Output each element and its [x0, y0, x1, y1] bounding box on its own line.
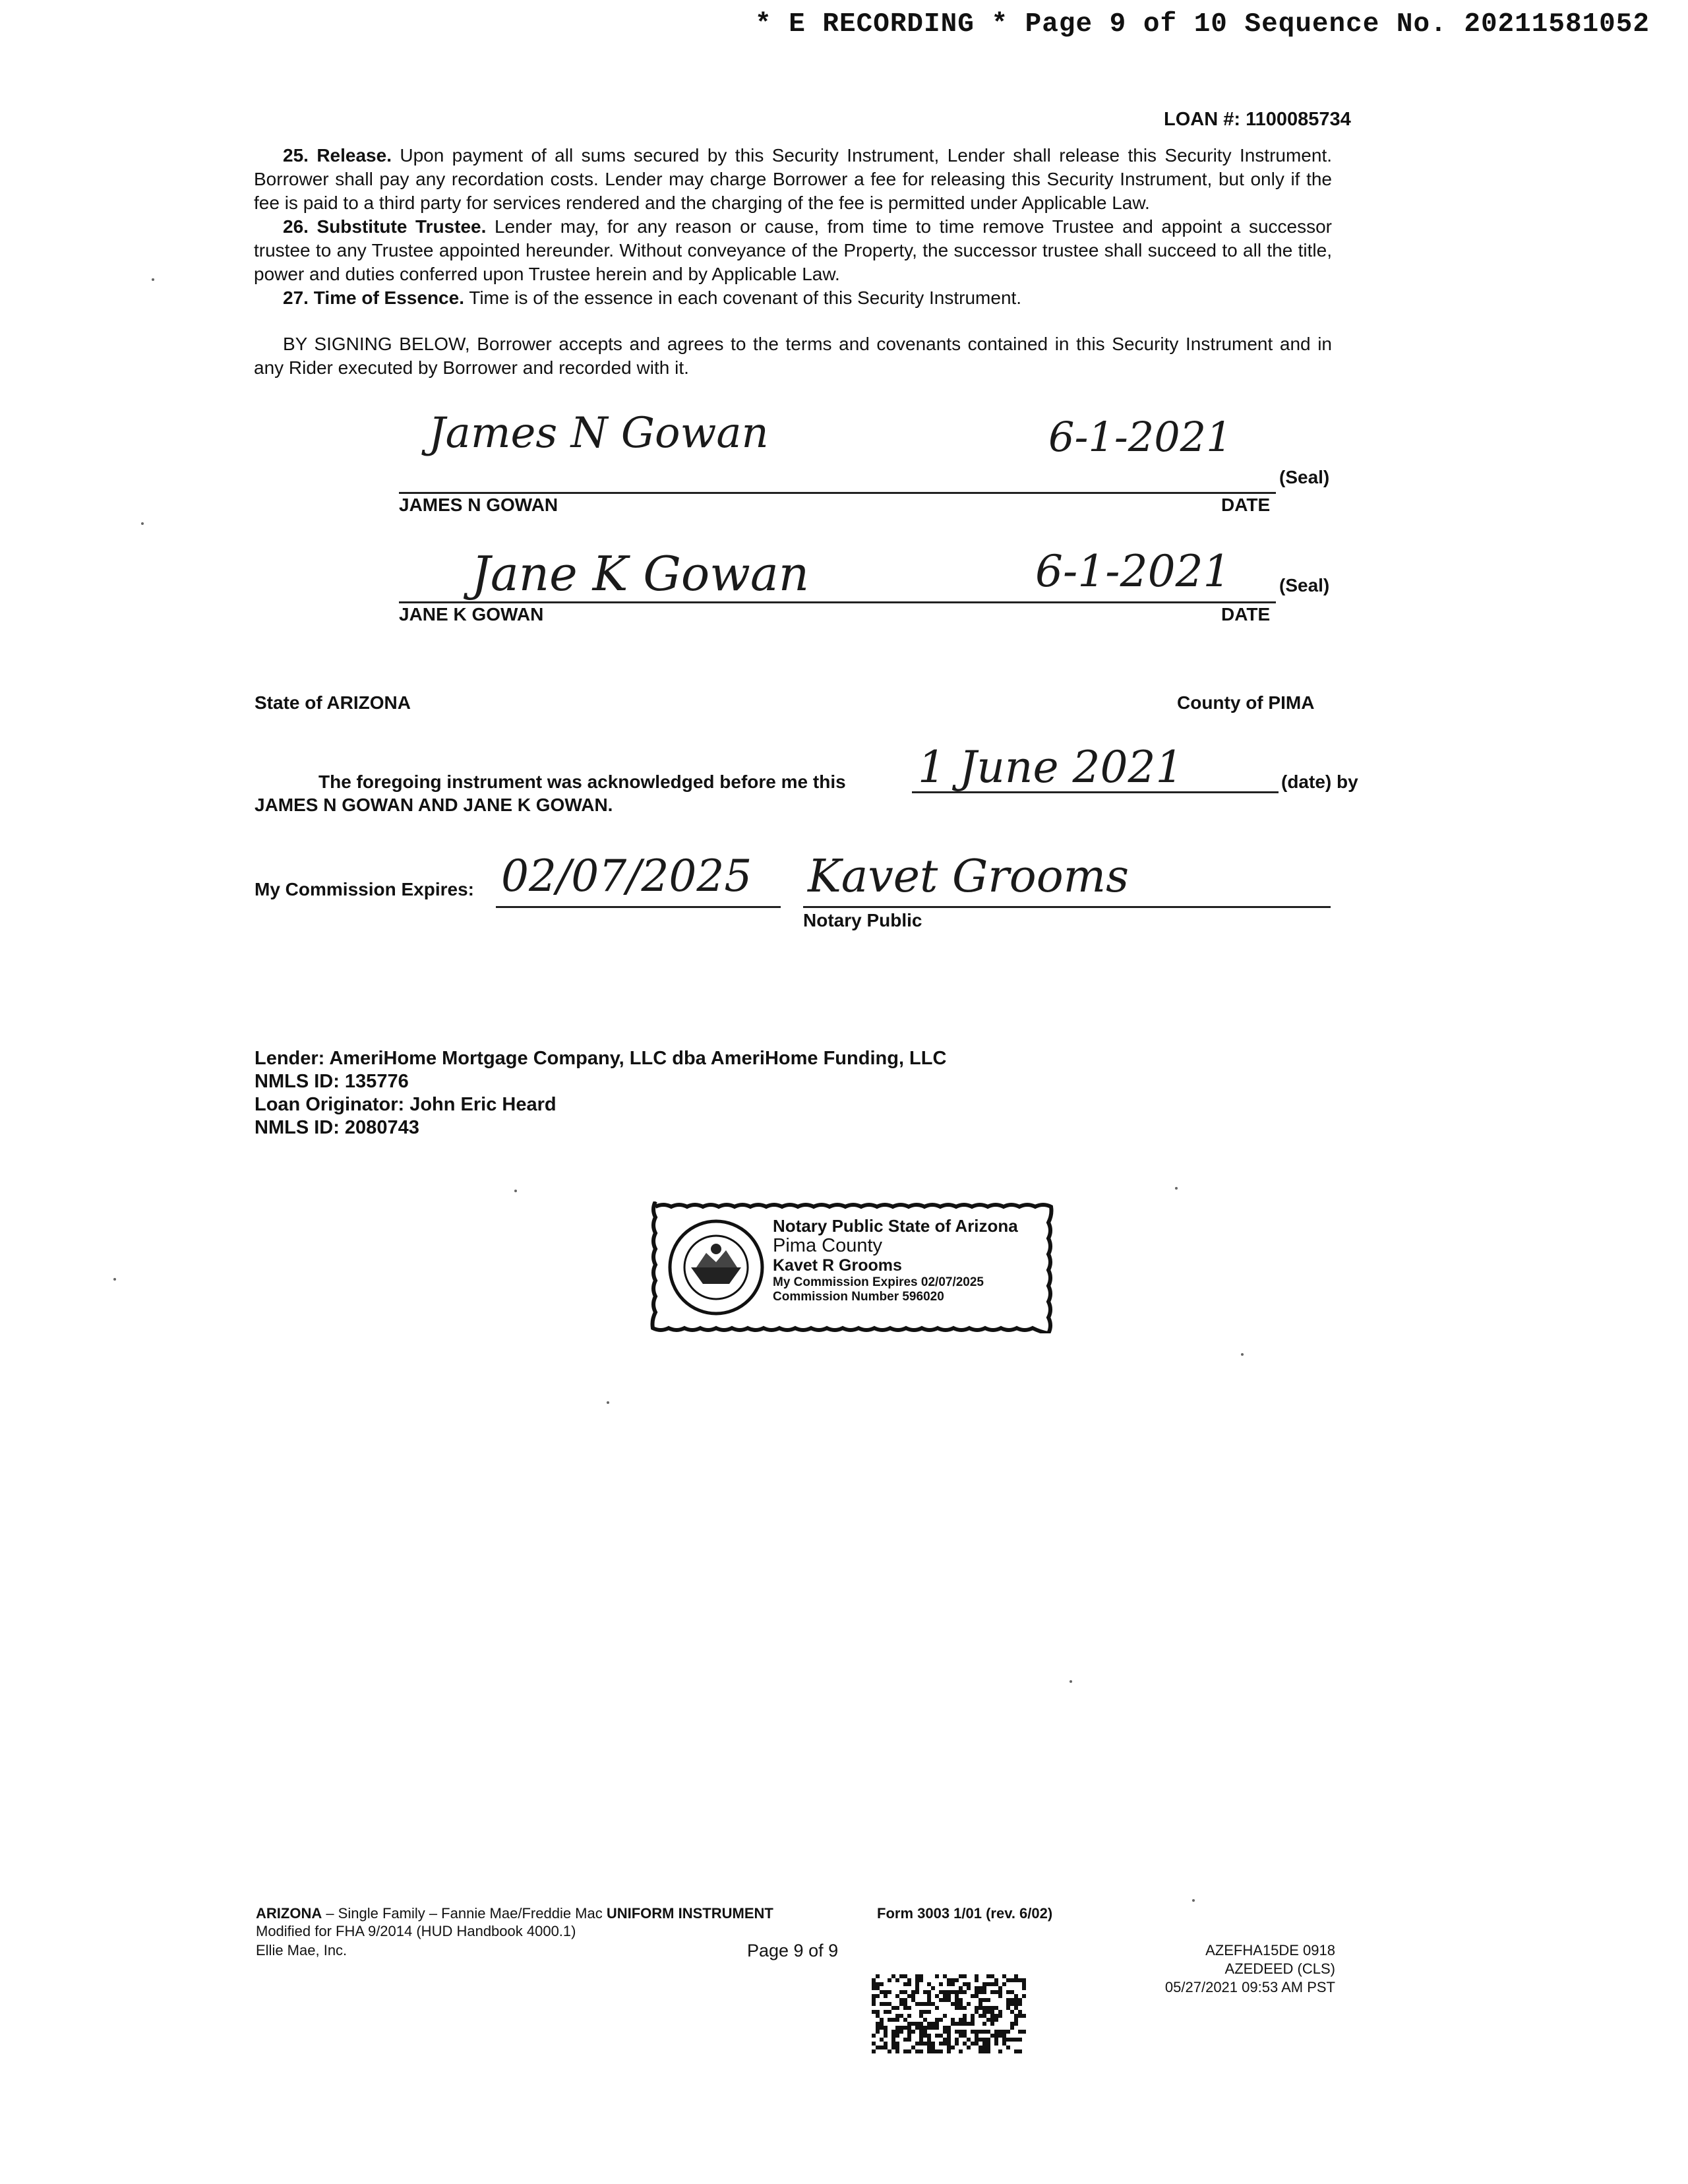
notary-stamp: [650, 1201, 1054, 1333]
scan-speck: [1175, 1187, 1178, 1190]
footer-modified-line: Modified for FHA 9/2014 (HUD Handbook 4000.1): [256, 1923, 576, 1939]
date-label: DATE: [1221, 495, 1271, 515]
borrower-name: JAMES N GOWAN: [399, 495, 558, 515]
section-number: 25.: [283, 145, 309, 166]
handwritten-signature: James N Gowan: [429, 409, 769, 458]
section-text: Lender may, for any reason or cause, from time to time remove Trustee and appoint a successor trustee to any Trustee appointed hereunder. Without conveyance of the Property, the successor trustee shall succeed to all the title, power and duties conferred upon Trustee herein and by Applicable Law.: [254, 216, 1333, 284]
section-substitute-trustee: [254, 215, 1332, 286]
lender-nmls-line: NMLS ID: 135776: [255, 1071, 409, 1092]
scan-speck: [1192, 1899, 1195, 1902]
commission-expires-label: My Commission Expires:: [255, 879, 474, 899]
footer-uniform: UNIFORM INSTRUMENT: [606, 1905, 773, 1922]
recording-header: * E RECORDING * Page 9 of 10 Sequence No. 20211581052: [754, 9, 1650, 40]
acknowledged-names: JAMES N GOWAN AND JANE K GOWAN.: [255, 795, 613, 815]
section-number: 27.: [283, 288, 309, 308]
signature-line: [399, 492, 1276, 494]
state-label: State of ARIZONA: [255, 692, 411, 713]
footer-state: ARIZONA: [256, 1905, 322, 1922]
signature-line: [399, 601, 1276, 603]
signing-statement: BY SIGNING BELOW, Borrower accepts and agrees to the terms and covenants contained in this Security Instrument and in any Rider executed by Borrower and recorded with it.: [254, 334, 1332, 378]
commission-date-line: [496, 906, 781, 908]
footer-desc: – Single Family – Fannie Mae/Freddie Mac: [322, 1905, 607, 1922]
originator-nmls-line: NMLS ID: 2080743: [255, 1117, 419, 1138]
loan-number-line: [1164, 109, 1351, 131]
covenant-sections: [254, 144, 1332, 380]
footer-form-number: Form 3003 1/01 (rev. 6/02): [877, 1905, 1053, 1922]
scan-speck: [1070, 1680, 1072, 1683]
stamp-line-1: Notary Public State of Arizona: [773, 1216, 1018, 1236]
notary-public-label: Notary Public: [803, 910, 922, 930]
acknowledgment-handwritten-date: 1 June 2021: [918, 742, 1184, 793]
scan-speck: [607, 1401, 609, 1404]
footer-code-1: AZEFHA15DE 0918: [1205, 1942, 1335, 1958]
scan-speck: [113, 1278, 116, 1281]
stamp-line-4: My Commission Expires 02/07/2025: [773, 1275, 984, 1289]
stamp-line-5: Commission Number 596020: [773, 1290, 944, 1304]
borrower-name: JANE K GOWAN: [399, 604, 544, 624]
seal-label: (Seal): [1279, 575, 1330, 595]
scan-speck: [514, 1190, 517, 1192]
section-number: 26.: [283, 216, 309, 237]
footer-code-2: AZEDEED (CLS): [1224, 1960, 1335, 1977]
footer-publisher: Ellie Mae, Inc.: [256, 1942, 347, 1958]
acknowledgment-suffix: (date) by: [1281, 772, 1358, 792]
lender-line: Lender: AmeriHome Mortgage Company, LLC dba AmeriHome Funding, LLC: [255, 1048, 947, 1069]
footer-form-line: [256, 1904, 773, 1923]
county-label: County of PIMA: [1177, 692, 1315, 713]
date-label: DATE: [1221, 604, 1271, 624]
handwritten-signature: Jane K Gowan: [471, 546, 810, 601]
scan-speck: [152, 278, 154, 281]
stamp-line-2: Pima County: [773, 1235, 883, 1256]
stamp-line-3: Kavet R Grooms: [773, 1256, 902, 1275]
notary-signature: Kavet Grooms: [808, 851, 1130, 903]
seal-label: (Seal): [1279, 467, 1330, 487]
commission-handwritten-date: 02/07/2025: [501, 851, 752, 901]
scan-speck: [141, 522, 144, 525]
section-time-of-essence: [254, 286, 1332, 310]
footer-page-number: Page 9 of 9: [747, 1941, 839, 1960]
section-title: Release.: [316, 145, 392, 166]
section-text: Upon payment of all sums secured by this Security Instrument, Lender shall release this Security Instrument. Borrower shall pay any recordation costs. Lender may charge Borrower a fee for releasing this Security Instrument, but only if the fee is paid to a third party for services rendered and the charging of the fee is permitted under Applicable Law.: [254, 145, 1333, 213]
section-title: Time of Essence.: [313, 288, 464, 308]
notary-signature-line: [803, 906, 1331, 908]
handwritten-date: 6-1-2021: [1048, 413, 1232, 461]
signature-block-borrower-1: [399, 396, 1276, 515]
footer-timestamp: 05/27/2021 09:53 AM PST: [1164, 1979, 1335, 1995]
scan-speck: [1241, 1353, 1244, 1356]
signature-block-borrower-2: [399, 508, 1276, 624]
section-title: Substitute Trustee.: [316, 216, 487, 237]
lender-info: [255, 1047, 946, 1139]
loan-label: LOAN #:: [1164, 109, 1240, 130]
loan-number: 1100085734: [1246, 109, 1351, 130]
loan-originator-line: Loan Originator: John Eric Heard: [255, 1094, 557, 1115]
stamp-text: [773, 1216, 1018, 1304]
acknowledgment-prefix: The foregoing instrument was acknowledged before me this: [318, 772, 846, 792]
section-text: Time is of the essence in each covenant of this Security Instrument.: [469, 288, 1022, 308]
section-release: [254, 144, 1332, 215]
handwritten-date: 6-1-2021: [1035, 546, 1231, 597]
barcode-graphic: [872, 1974, 1027, 2055]
